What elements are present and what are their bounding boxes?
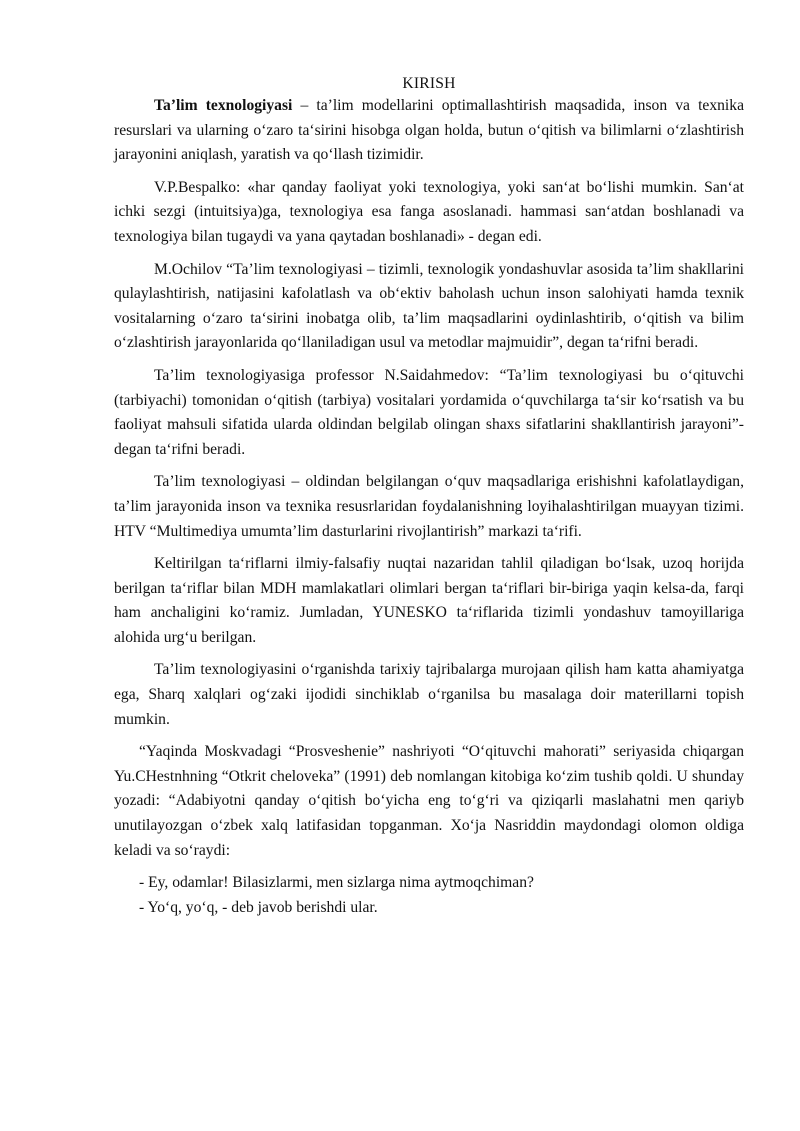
paragraph-bespalko: V.P.Bespalko: «har qanday faoliyat yoki texnologiya, yoki san‘at bo‘lishi mumkin. San‘at ichki sezgi (intuitsiya)ga, texnologiya esa fanga asoslanadi. hammasi san‘atdan boshlanadi va texnologiya bilan tugaydi va yana qaytadan boshlanadi» - degan edi. xyxy=(114,178,744,245)
paragraph-analysis: Keltirilgan ta‘riflarni ilmiy-falsafiy nuqtai nazaridan tahlil qiladigan bo‘lsak, uzoq horijda berilgan ta‘riflar bilan MDH mamlakatlari olimlari bergan ta‘riflari bir-biriga yaqin kelsa-da, farqi ham anchaligini ko‘ramiz. Jumladan, YUNESKO ta‘riflarida tizimli yondashuv tamoyillariga alohida urg‘u berilgan. xyxy=(114,555,744,646)
dialog-line-2: - Yo‘q, yo‘q, - deb javob berishdi ular. xyxy=(139,898,378,916)
paragraph-definition-text: – ta’lim modellarini optimallashtirish maqsadida, inson va texnika resurslari va ularning o‘zaro ta‘sirini hisobga olgan holda, butun o‘qitish va bilimlarni o‘zlashtirish jarayonini aniqlash, yaratish va qo‘llash tizimidir. xyxy=(114,97,744,164)
paragraph-history: Ta’lim texnologiyasini o‘rganishda tarixiy tajribalarga murojaan qilish ham katta ahamiyatga ega, Sharq xalqlari og‘zaki ijodidi sinchiklab o‘rganilsa bu masalaga doir materillarni topish mumkin. xyxy=(114,661,744,728)
dialog-line-1: - Ey, odamlar! Bilasizlarmi, men sizlarga nima aytmoqchiman? xyxy=(139,874,534,892)
term-bold: Ta’lim texnologiyasi xyxy=(154,97,293,114)
paragraph-definition xyxy=(114,94,744,168)
document-title: KIRISH xyxy=(402,75,456,92)
paragraph-quote: “Yaqinda Moskvadagi “Prosveshenie” nashriyoti “O‘qituvchi mahorati” seriyasida chiqargan Yu.CHestnhning “Otkrit cheloveka” (1991) deb nomlangan kitobiga ko‘zim tushib qoldi. U shunday yozadi: “Adabiyotni qanday o‘qitish bo‘yicha eng to‘g‘ri va qiziqarli maslahatni men qariyb unutilayozgan o‘zbek xalq latifasidan topganman. Xo‘ja Nasriddin maydondagi olomon oldiga keladi va so‘raydi: xyxy=(114,743,744,859)
paragraph-htv: Ta’lim texnologiyasi – oldindan belgilangan o‘quv maqsadlariga erishishni kafolatlaydigan, ta’lim jarayonida inson va texnika resusrlaridan foydalanishning loyihalashtirilgan muayyan tizimi. HTV “Multimediya umumta’lim dasturlarini rivojlantirish” markazi ta‘rifi. xyxy=(114,473,744,540)
paragraph-ochilov: M.Ochilov “Ta’lim texnologiyasi – tizimli, texnologik yondashuvlar asosida ta’lim shakllarini qulaylashtirish, natijasini kafolatlash va ob‘ektiv baholash uchun inson salohiyati hamda texnik vositalarning o‘zaro ta‘sirini inobatga olib, ta’lim maqsadlarini oydinlashtirib, o‘qitish va bilim o‘zlashtirish jarayonlarida qo‘llaniladigan usul va metodlar majmuidir”, degan ta‘rifni beradi. xyxy=(114,260,744,352)
paragraph-saidahmedov: Ta’lim texnologiyasiga professor N.Saidahmedov: “Ta’lim texnologiyasi bu o‘qituvchi (tarbiyachi) tomonidan o‘qitish (tarbiya) vositalari yordamida o‘quvchilarga ta‘sir ko‘rsatish va bu faoliyat mahsuli sifatida ularda oldindan belgilab olingan shaxs sifatlarini shakllantirish jarayoni”- degan ta‘rifni beradi. xyxy=(114,366,744,458)
